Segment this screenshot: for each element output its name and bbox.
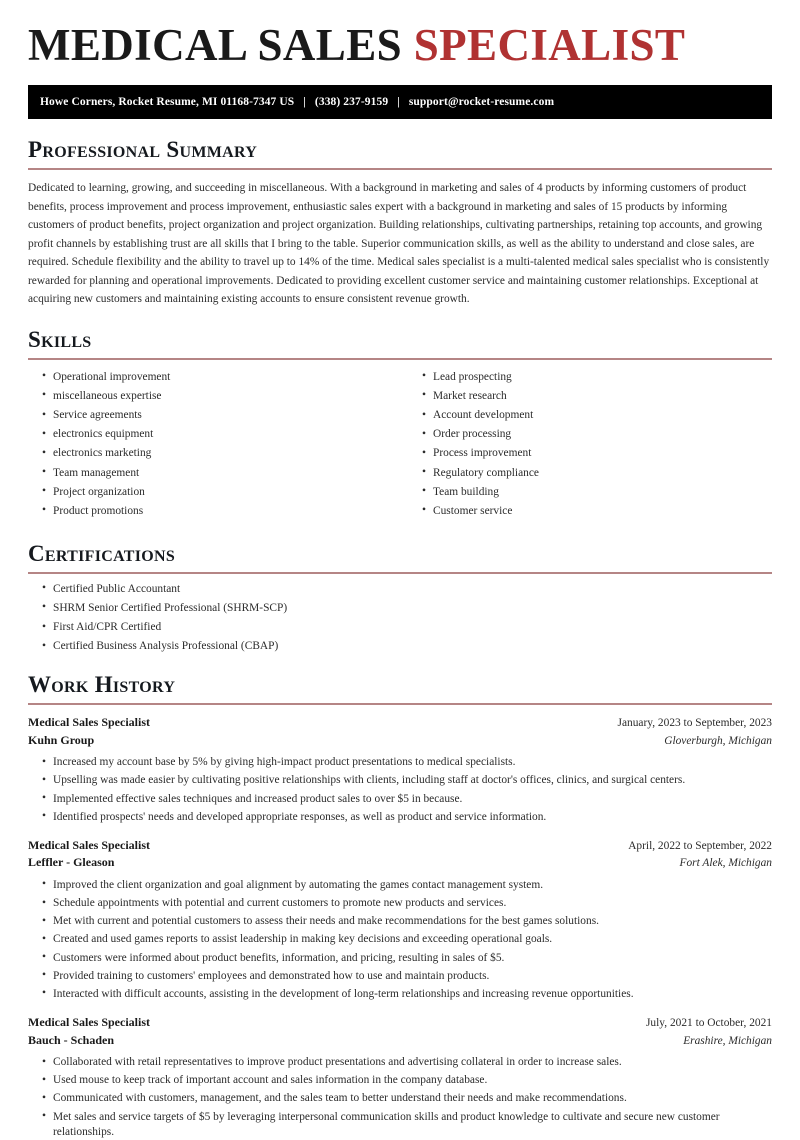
list-item: • Identified prospects' needs and developed appropriate responses, as well as product and service information. — [28, 810, 772, 825]
contact-phone[interactable]: (338) 237-9159 — [314, 96, 389, 109]
job-title: Medical Sales Specialist — [28, 837, 150, 852]
list-item: • Met sales and service targets of $5 by leveraging interpersonal communication skills and product knowledge to cultivate and secure new customer relationships. — [28, 1110, 772, 1140]
contact-address: Howe Corners, Rocket Resume, MI 01168-7347 US — [40, 96, 295, 109]
job-title-row — [28, 837, 772, 855]
job-location: Fort Alek, Michigan — [679, 857, 772, 870]
list-item: • Process improvement — [400, 446, 772, 461]
list-item: • Collaborated with retail representatives to improve product presentations and advertising collateral in order to increase sales. — [28, 1055, 772, 1070]
job-company: Leffler - Gleason — [28, 855, 115, 870]
job-company: Bauch - Schaden — [28, 1032, 115, 1047]
contact-separator-2: | — [397, 96, 400, 109]
list-item: • Service agreements — [28, 408, 400, 423]
candidate-name-first: MEDICAL SALES — [28, 20, 414, 70]
contact-email[interactable]: support@rocket-resume.com — [408, 96, 555, 109]
section-divider — [28, 703, 772, 705]
list-item: • Improved the client organization and goal alignment by automating the games contact management system. — [28, 878, 772, 893]
job-title: Medical Sales Specialist — [28, 715, 150, 730]
list-item: • Certified Business Analysis Professional (CBAP) — [28, 639, 772, 654]
skills-list-right — [400, 370, 772, 519]
list-item: • Product promotions — [28, 504, 400, 519]
list-item: • Customers were informed about product benefits, information, and pricing, resulting in sales of $5. — [28, 951, 772, 966]
candidate-name — [28, 0, 772, 69]
section-heading-work-history: Work History — [28, 672, 176, 698]
job-title: Medical Sales Specialist — [28, 1015, 150, 1030]
list-item: • Market research — [400, 389, 772, 404]
section-heading-summary: Professional Summary — [28, 137, 258, 163]
list-item: • Operational improvement — [28, 370, 400, 385]
section-heading-skills: Skills — [28, 327, 92, 353]
certifications-list — [28, 582, 772, 655]
list-item: • Met with current and potential customers to assess their needs and make recommendations for the best games solutions. — [28, 914, 772, 929]
list-item: • Interacted with difficult accounts, assisting in the development of long-term relationships and increasing revenue opportunities. — [28, 987, 772, 1002]
section-divider — [28, 358, 772, 360]
list-item: • Schedule appointments with potential and current customers to promote new products and services. — [28, 896, 772, 911]
section-heading-certifications: Certifications — [28, 541, 176, 567]
list-item: • Order processing — [400, 427, 772, 442]
skills-columns — [28, 362, 772, 523]
section-skills — [28, 327, 772, 523]
job-company-row — [28, 854, 772, 872]
section-work-history — [28, 672, 772, 1139]
job-location: Erashire, Michigan — [683, 1034, 772, 1047]
list-item: • Implemented effective sales techniques and increased product sales to over $5 in because. — [28, 792, 772, 807]
list-item: • Increased my account base by 5% by giving high-impact product presentations to medical specialists. — [28, 755, 772, 770]
list-item: • SHRM Senior Certified Professional (SHRM-SCP) — [28, 601, 772, 616]
list-item: • Used mouse to keep track of important account and sales information in the company database. — [28, 1073, 772, 1088]
section-professional-summary — [28, 137, 772, 309]
list-item: • electronics equipment — [28, 427, 400, 442]
section-certifications — [28, 541, 772, 654]
contact-bar — [28, 85, 772, 119]
list-item: • electronics marketing — [28, 446, 400, 461]
job-bullets — [28, 878, 772, 1002]
list-item: • Team management — [28, 466, 400, 481]
job-location: Gloverburgh, Michigan — [664, 734, 772, 747]
list-item: • Project organization — [28, 485, 400, 500]
list-item: • First Aid/CPR Certified — [28, 620, 772, 635]
job-entry — [28, 714, 772, 825]
job-entry — [28, 837, 772, 1002]
skills-column-right — [400, 362, 772, 523]
job-company-row — [28, 732, 772, 750]
list-item: • Account development — [400, 408, 772, 423]
list-item: • Communicated with customers, management, and the sales team to better understand their needs and make recommendations. — [28, 1091, 772, 1106]
job-dates: January, 2023 to September, 2023 — [617, 717, 772, 730]
list-item: • Lead prospecting — [400, 370, 772, 385]
list-item: • Certified Public Accountant — [28, 582, 772, 597]
list-item: • Team building — [400, 485, 772, 500]
summary-text: Dedicated to learning, growing, and succeeding in miscellaneous. With a background in marketing and sales of 4 products by informing customers of product benefits, process improvement and process improvement, enthusiastic sales expert with a background in marketing and sales of 15 products by informing customers of product benefits, project organization and project organization. Building relationships, cultivating partnerships, retaining top accounts, and growing profit channels by establishing trust are all skills that I bring to the table. Superior communication skills, as well as the ability to understand and close sales, are required. Schedule flexibility and the ability to travel up to 14% of the time. Medical sales specialist is a multi-talented medical sales specialist who is consistently rewarded for planning and operational improvements. Dedicated to providing excellent customer service and maintaining customer relationships. Exceptional at acquiring new customers and maintaining existing accounts to ensure consistent revenue growth. — [28, 182, 770, 306]
job-company-row — [28, 1032, 772, 1050]
section-divider — [28, 572, 772, 574]
list-item: • Created and used games reports to assist leadership in making key decisions and exceeding operational goals. — [28, 932, 772, 947]
job-bullets — [28, 1055, 772, 1140]
skills-list-left — [28, 370, 400, 519]
contact-line — [40, 96, 554, 108]
job-title-row — [28, 1014, 772, 1032]
job-entry — [28, 1014, 772, 1140]
skills-column-left — [28, 362, 400, 523]
contact-separator-1: | — [303, 96, 306, 109]
job-title-row — [28, 714, 772, 732]
list-item: • Provided training to customers' employees and demonstrated how to use and maintain products. — [28, 969, 772, 984]
list-item: • Customer service — [400, 504, 772, 519]
section-divider — [28, 168, 772, 170]
job-dates: April, 2022 to September, 2022 — [628, 839, 772, 852]
job-company: Kuhn Group — [28, 732, 95, 747]
list-item: • Regulatory compliance — [400, 466, 772, 481]
job-dates: July, 2021 to October, 2021 — [646, 1017, 772, 1030]
candidate-name-last: SPECIALIST — [413, 20, 686, 70]
job-bullets — [28, 755, 772, 825]
list-item: • Upselling was made easier by cultivating positive relationships with clients, including staff at doctor's offices, clinics, and surgical centers. — [28, 773, 772, 788]
list-item: • miscellaneous expertise — [28, 389, 400, 404]
